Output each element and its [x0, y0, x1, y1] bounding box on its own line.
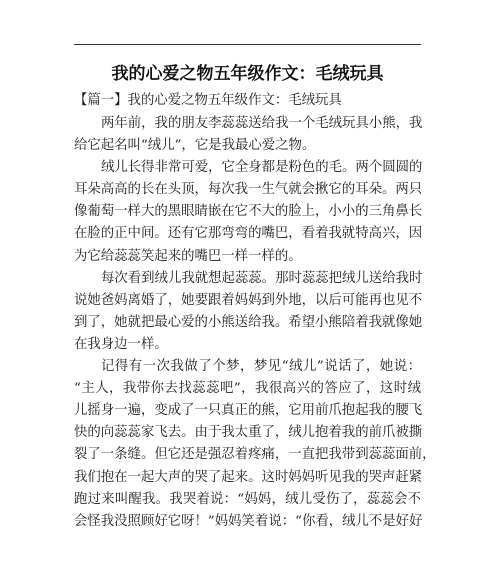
paragraph-line: 跑过来叫醒我。我哭着说：“妈妈，绒儿受伤了，蕊蕊会不	[74, 491, 421, 507]
paragraph-line: 两年前，我的朋友李蕊蕊送给我一个毛绒玩具小熊，我	[101, 116, 423, 131]
paragraph	[74, 157, 421, 267]
paragraph	[74, 268, 421, 356]
page-title: 我的心爱之物五年级作文：毛绒玩具	[111, 64, 384, 84]
paragraph-line: 到了，她就把最心爱的小熊送给我。希望小熊陪着我就像她	[74, 314, 423, 330]
paragraph-line: 说她爸妈离婚了，她要跟着妈妈到外地，以后可能再也见不	[74, 292, 423, 308]
paragraph-line: 为它给蕊蕊笑起来的嘴巴一样一样的。	[74, 248, 302, 264]
paragraph-line: 在脸的正中间。还有它那弯弯的嘴巴，看着我就特高兴，因	[74, 226, 423, 242]
article-body	[74, 113, 436, 533]
paragraph-line: 快的向蕊蕊家飞去。由于我太重了，绒儿抱着我的前爪被撕	[74, 425, 423, 441]
header-rule	[74, 44, 421, 45]
paragraph-line: 记得有一次我做了个梦，梦见“绒儿”说话了，她说：	[101, 359, 421, 375]
paragraph-line: 儿摇身一遍，变成了一只真正的熊，它用前爪抱起我的腰飞	[74, 403, 423, 419]
paragraph-line: 裂了一条缝。但它还是强忍着疼痛，一直把我带到蕊蕊面前，	[74, 447, 436, 463]
paragraph-line: 绒儿长得非常可爱，它全身都是粉色的毛。两个圆圆的	[101, 160, 423, 176]
paragraph-line: 在我身边一样。	[74, 336, 168, 352]
paragraph-line: 会怪我没照顾好它呀！”妈妈笑着说：“你看，绒儿不是好好	[74, 513, 423, 529]
paragraph	[74, 113, 421, 157]
paragraph-line: 每次看到绒儿我就想起蕊蕊。那时蕊蕊把绒儿送给我时	[101, 270, 423, 286]
paragraph-line: 耳朵高高的长在头顶，每次我一生气就会揪它的耳朵。两只	[74, 182, 423, 198]
section-heading: 【篇一】我的心爱之物五年级作文：毛绒玩具	[74, 93, 342, 108]
paragraph	[74, 356, 436, 533]
paragraph-line: 我们抱在一起大声的哭了起来。这时妈妈听见我的哭声赶紧	[74, 469, 423, 485]
paragraph-line: “主人，我带你去找蕊蕊吧”，我很高兴的答应了，这时绒	[74, 381, 421, 397]
paragraph-line: 像葡萄一样大的黑眼睛嵌在它不大的脸上，小小的三角鼻长	[74, 204, 423, 220]
paragraph-line: 给它起名叫“绒儿”，它是我最心爱之物。	[74, 138, 316, 154]
